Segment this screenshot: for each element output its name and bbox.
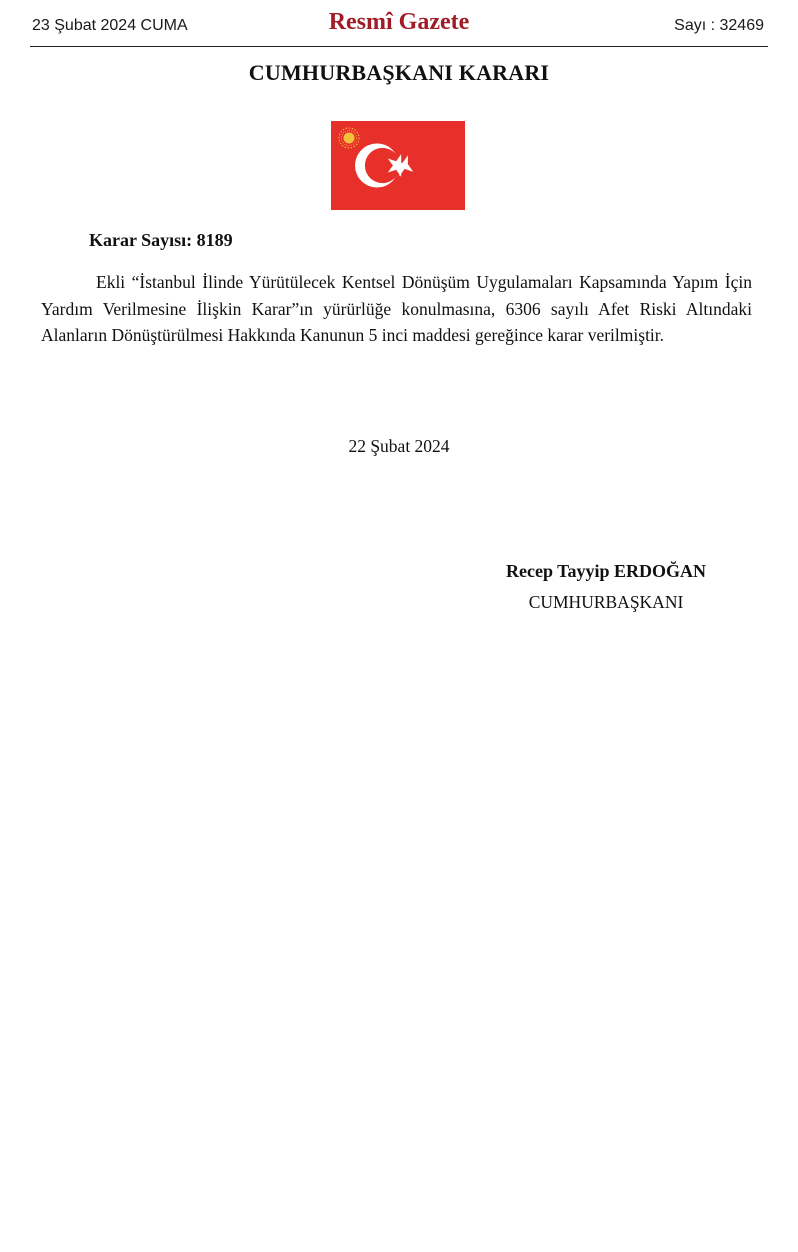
signer-title: CUMHURBAŞKANI: [528, 592, 684, 612]
gazette-header: [30, 0, 768, 47]
issue-number: Sayı : 32469: [674, 17, 764, 34]
signer-name: Recep Tayyip ERDOĞAN: [505, 561, 707, 581]
header-date: 23 Şubat 2024 CUMA: [32, 17, 188, 34]
decision-body: Ekli “İstanbul İlinde Yürütülecek Kentsel Dönüşüm Uygulamaları Kapsamında Yapım İçin Yardım Verilmesine İlişkin Karar”ın yürürlüğe konulmasına, 6306 sayılı Afet Riski Altındaki Alanların Dönüştürülmesi Hakkında Kanunun 5 inci maddesi gereğince karar verilmiştir.: [41, 272, 752, 345]
gazette-title: Resmî Gazete: [328, 9, 470, 35]
decision-number: Karar Sayısı: 8189: [89, 230, 233, 250]
document-title: CUMHURBAŞKANI KARARI: [248, 60, 550, 85]
turkish-flag-icon: [331, 121, 465, 210]
decision-date: 22 Şubat 2024: [348, 436, 450, 456]
